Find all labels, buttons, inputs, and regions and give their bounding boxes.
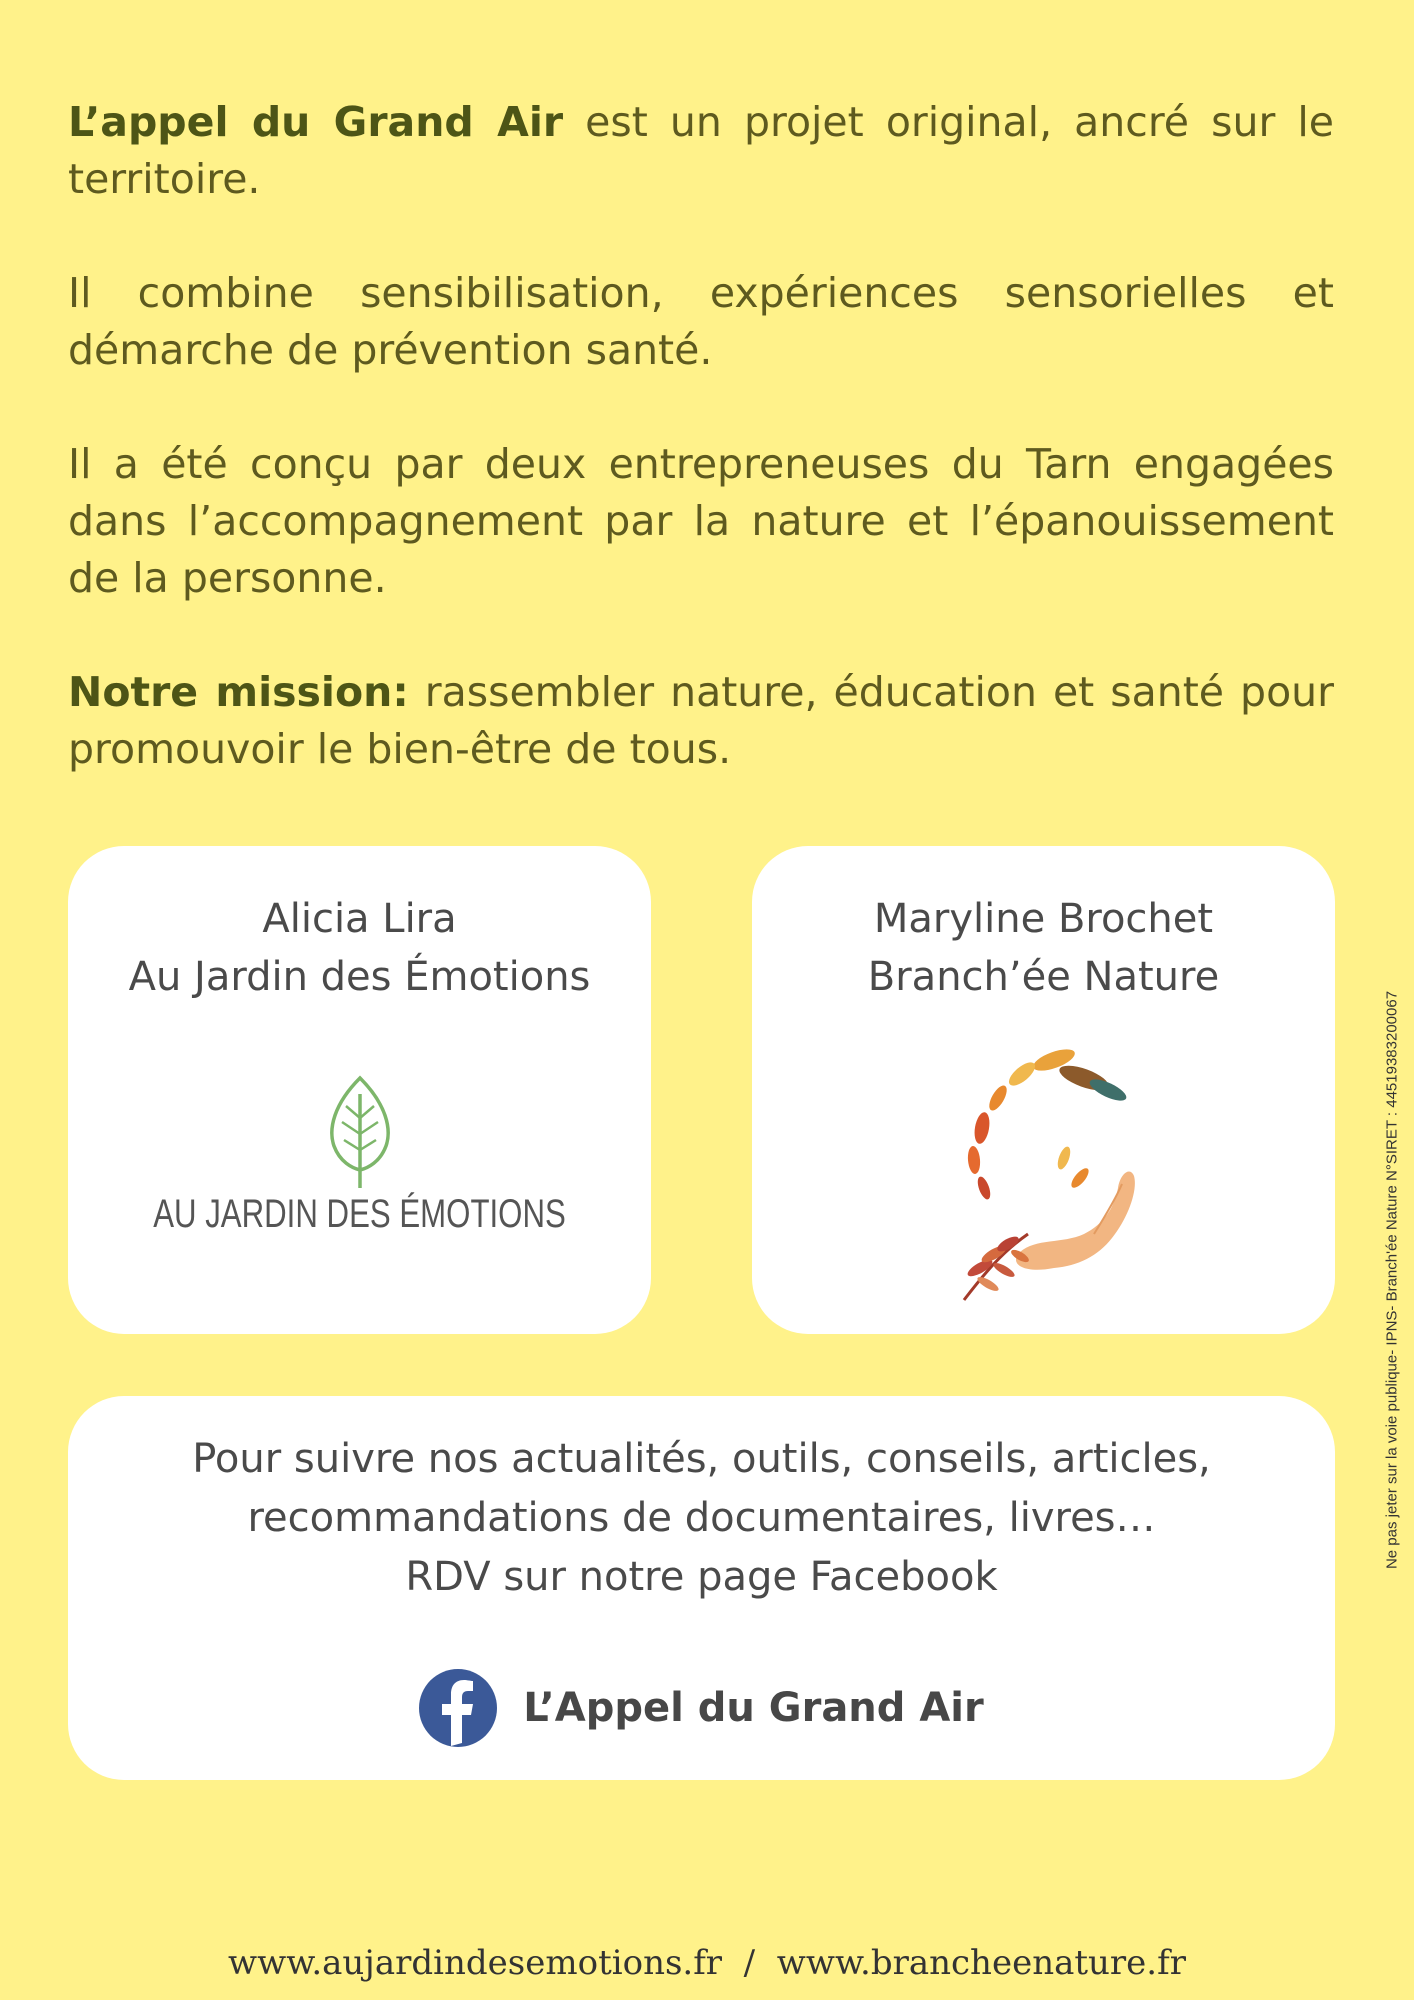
partner-name: Maryline Brochet [873, 896, 1214, 942]
legal-side-note: Ne pas jeter sur la voie publique- IPNS- Branch'ée Nature N°SIRET : 44519383200067 [1383, 990, 1401, 1570]
intro-paragraph-2: Il combine sensibilisation, expériences sensorielles et démarche de prévention santé. [68, 269, 1334, 374]
project-name: L’appel du Grand Air [68, 98, 564, 146]
facebook-page-name[interactable]: L’Appel du Grand Air [523, 1685, 984, 1731]
leaf-icon [324, 1074, 396, 1190]
social-line-1: Pour suivre nos actualités, outils, conseils, articles, [192, 1436, 1211, 1482]
partner-company: Au Jardin des Émotions [128, 954, 591, 1000]
intro-paragraph-3: Il a été conçu par deux entrepreneuses du Tarn engagées dans l’accompagnement par la nature et l’épanouissement de la personne. [68, 440, 1334, 602]
partner-name: Alicia Lira [262, 896, 457, 942]
intro-paragraph-1 [68, 94, 1334, 208]
facebook-icon[interactable] [419, 1669, 497, 1747]
partner-card-maryline [752, 846, 1335, 1334]
social-card [68, 1396, 1335, 1780]
social-line-2: recommandations de documentaires, livres… [247, 1495, 1156, 1541]
footer-websites: www.aujardindesemotions.fr / www.brancheenature.fr [228, 1943, 1186, 1983]
partner-logo-text: AU JARDIN DES ÉMOTIONS [153, 1192, 566, 1236]
autumn-leaves-hand-icon [944, 1038, 1164, 1308]
facebook-link[interactable] [68, 1668, 1335, 1748]
mission-label: Notre mission: [68, 668, 409, 716]
mission-paragraph [68, 664, 1334, 778]
social-line-3: RDV sur notre page Facebook [405, 1554, 998, 1600]
intro-paragraph-1-text: est un projet original, ancré sur le territoire. [68, 98, 1334, 203]
mission-text: rassembler nature, éducation et santé pour promouvoir le bien-être de tous. [68, 668, 1334, 773]
partner-card-alicia [68, 846, 651, 1334]
partner-company: Branch’ée Nature [867, 954, 1220, 1000]
